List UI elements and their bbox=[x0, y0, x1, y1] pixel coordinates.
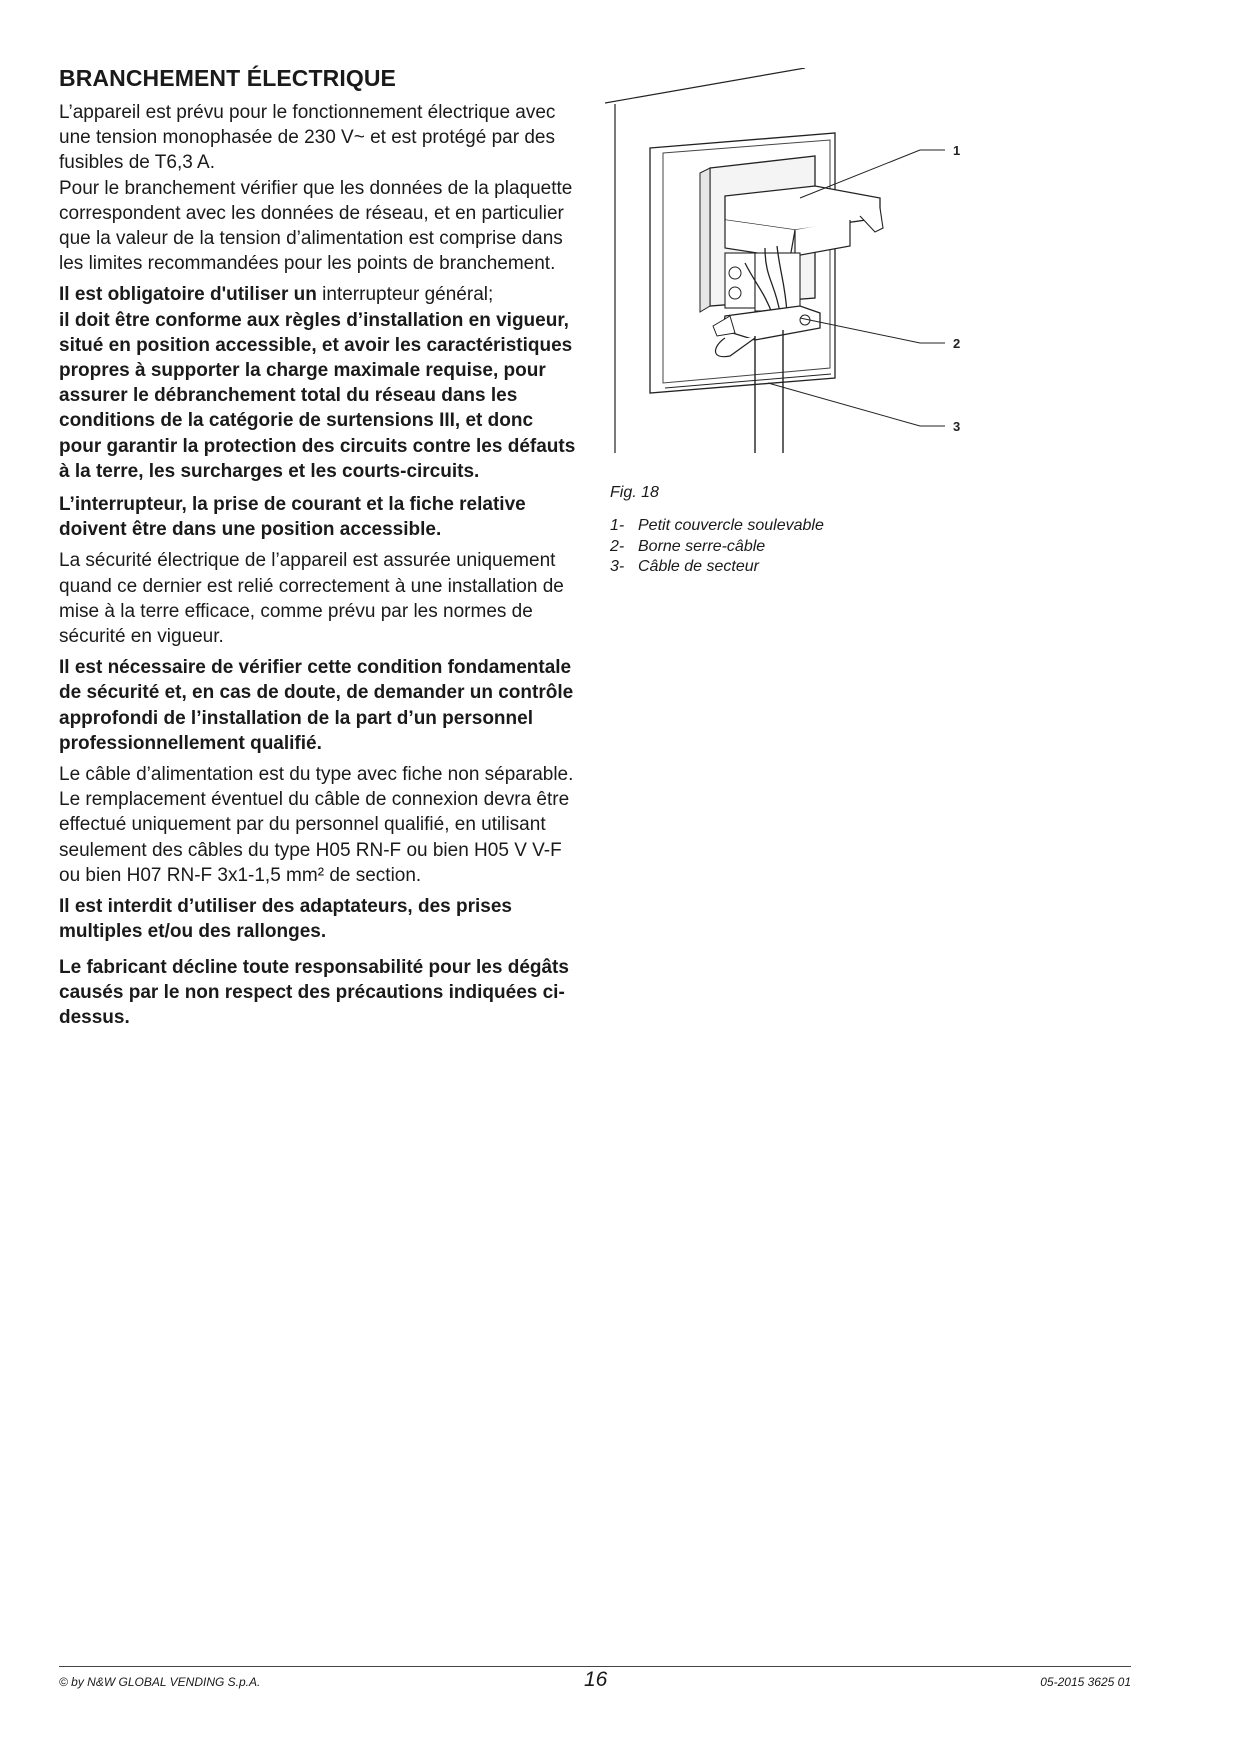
footer-document-code: 05-2015 3625 01 bbox=[1040, 1675, 1131, 1689]
legend-item bbox=[610, 516, 824, 537]
callout-1: 1 bbox=[953, 143, 961, 158]
main-switch-normal: interrupteur général; bbox=[316, 284, 494, 306]
figure-legend bbox=[610, 516, 824, 578]
paragraph-disclaimer: Le fabricant décline toute responsabilité pour les dégâts causés par le non respect des précautions indiquées ci-dessus. bbox=[59, 956, 569, 1028]
electrical-connection-diagram bbox=[605, 68, 965, 468]
paragraph-earthing: La sécurité électrique de l’appareil est assurée uniquement quand ce dernier est relié correctement à une installation de mise à la terre efficace, comme prévu par les normes de sécurité en vigueur. bbox=[59, 550, 564, 648]
paragraph-verification: Pour le branchement vérifier que les données de la plaquette correspondent avec les données de réseau, et en particulier que la valeur de la tension d’alimentation est comprise dans les limites recommandées pour les points de branchement. bbox=[59, 177, 573, 275]
figure-caption: Fig. 18 bbox=[610, 484, 659, 501]
legend-number: 1- bbox=[610, 517, 625, 534]
paragraph-voltage: L’appareil est prévu pour le fonctionnement électrique avec une tension monophasée de 230 V~ et est protégé par des fusibles de T6,3 A. bbox=[59, 102, 556, 174]
legend-item bbox=[610, 537, 824, 558]
paragraph-accessibility: L’interrupteur, la prise de courant et la fiche relative doivent être dans une position accessible. bbox=[59, 494, 526, 541]
callout-2: 2 bbox=[953, 336, 961, 351]
page-number: 16 bbox=[584, 1668, 608, 1691]
paragraph-check-condition: Il est nécessaire de vérifier cette condition fondamentale de sécurité et, en cas de doute, de demander un contrôle approfondi de l’installation de la part d’un personnel professionnellement qualifié. bbox=[59, 657, 574, 754]
legend-number: 2- bbox=[610, 537, 625, 555]
paragraph-power-cable: Le câble d’alimentation est du type avec fiche non séparable. Le remplacement éventuel du câble de connexion devra être effectué uniquement par du personnel qualifié, en utilisant seulement des câbles du type H05 RN-F ou bien H05 V V-F ou bien H07 RN-F 3x1-1,5 mm² de section. bbox=[59, 764, 574, 886]
legend-number: 3- bbox=[610, 558, 625, 575]
page-title: BRANCHEMENT ÉLECTRIQUE bbox=[59, 65, 396, 91]
main-text-column bbox=[59, 64, 579, 1036]
main-switch-bold-b: il doit être conforme aux règles d’installation en vigueur, situé en position accessible, et avoir les caractéristiques propres à supporter la charge maximale requise, pour assurer le débranchement total du réseau dans les conditions de la catégorie de surtensions III, et donc pour garantir la protection des circuits contre les défauts à la terre, les surcharges et les courts-circuits. bbox=[59, 309, 576, 482]
legend-text: Petit couvercle soulevable bbox=[638, 517, 824, 534]
paragraph-adapters-forbidden: Il est interdit d’utiliser des adaptateurs, des prises multiples et/ou des rallonges. bbox=[59, 896, 512, 943]
main-switch-bold-a: Il est obligatoire d'utiliser un bbox=[59, 284, 317, 306]
legend-text: Câble de secteur bbox=[638, 558, 759, 575]
footer-copyright: © by N&W GLOBAL VENDING S.p.A. bbox=[59, 1675, 261, 1689]
footer-divider bbox=[59, 1666, 1131, 1667]
paragraph-main-switch bbox=[59, 282, 579, 484]
legend-item bbox=[610, 557, 824, 578]
callout-3: 3 bbox=[953, 419, 961, 434]
legend-text: Borne serre-câble bbox=[638, 537, 766, 555]
